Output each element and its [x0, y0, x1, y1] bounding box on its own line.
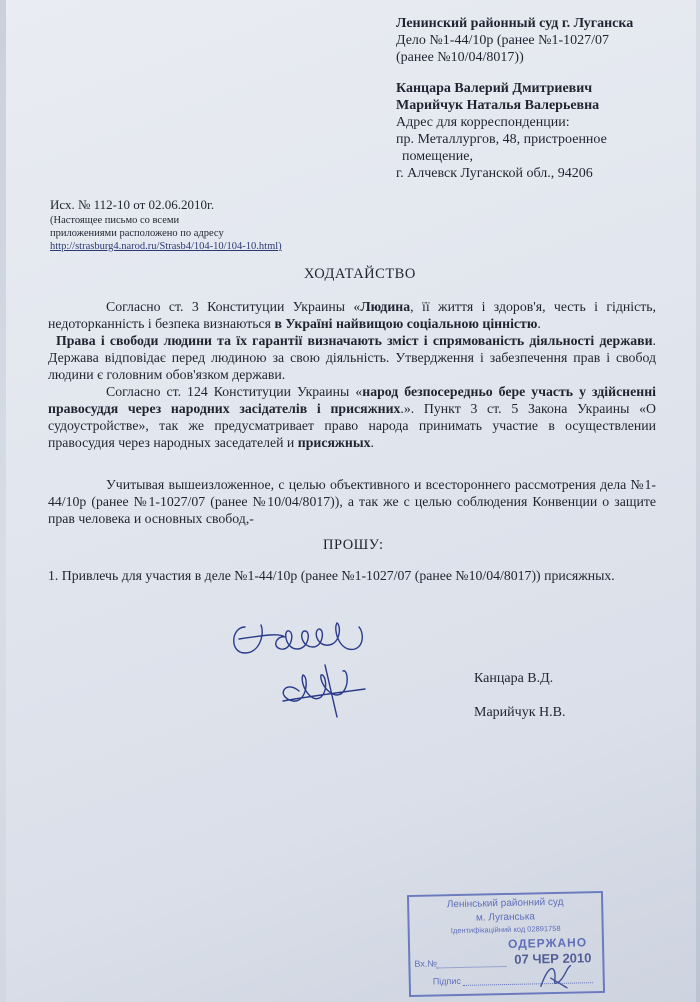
sender-name-1: Канцара Валерий Дмитриевич — [396, 81, 593, 96]
stamp-id-code: Ідентифікаційний код 02891758 — [450, 923, 561, 936]
request-title: ПРОШУ: — [323, 537, 384, 553]
stamp-in-number-label: Вх.№ — [414, 958, 438, 969]
case-number-line1: Дело №1-44/10р (ранее №1-1027/07 — [396, 33, 610, 48]
stamp-court-name: Ленінський районний суд — [446, 896, 564, 911]
reference-note-line2: приложениями расположено по адресу — [50, 228, 224, 239]
address-line-1: пр. Металлургов, 48, пристроенное — [396, 132, 607, 147]
address-line-3: г. Алчевск Луганской обл., 94206 — [396, 166, 593, 181]
document-body — [48, 298, 656, 527]
stamp-date: 07 ЧЕР 2010 — [514, 950, 592, 967]
paragraph-2: Права і свободи людини та їх гарантії визначають зміст і спрямованість діяльності держави. Держава відповідає перед людиною за свою діяльність. Утвердження і забезпечення прав і свобод людини є головним обов'язком держави. — [48, 333, 656, 382]
reference-url-link[interactable]: http://strasburg4.narod.ru/Strasb4/104-10/104-10.html) — [50, 241, 282, 252]
stamp-signature-label: Підпис — [432, 975, 461, 987]
reference-note-line1: (Настоящее письмо со всеми — [50, 215, 180, 226]
paragraph-4: Учитывая вышеизложенное, с целью объективного и всестороннего рассмотрения дела №1-44/10р (ранее №1-1027/07 (ранее №10/04/8017)), а так же с целью соблюдения Конвенции о защите прав человека и основных свобод,- — [48, 477, 656, 526]
handwritten-signatures — [225, 605, 385, 725]
recipient-court: Ленинский районный суд г. Луганска — [396, 16, 634, 31]
address-label: Адрес для корреспонденции: — [396, 115, 570, 130]
case-number-line2: (ранее №10/04/8017)) — [396, 50, 524, 65]
document-title: ХОДАТАЙСТВО — [304, 266, 416, 282]
address-line-2: помещение, — [402, 149, 473, 164]
paragraph-3: Согласно ст. 124 Конституции Украины «народ безпосередньо бере участь у здійсненні правосуддя через народних засідателів і присяжних.». Пункт 3 ст. 5 Закона Украины «О судоустройстве», так же предусматривает право народа принимать участие в осуществлении правосудия через народных заседателей и присяжных. — [48, 384, 656, 450]
request-item-1: 1. Привлечь для участия в деле №1-44/10р (ранее №1-1027/07 (ранее №10/04/8017)) присяжных. — [48, 568, 615, 583]
signatory-name-1: Канцара В.Д. — [474, 671, 554, 686]
stamp-city: м. Луганська — [475, 911, 536, 924]
court-receipt-stamp — [407, 891, 605, 997]
paragraph-1: Согласно ст. 3 Конституции Украины «Людина, її життя і здоров'я, честь і гідність, недоторканність і безпека визнаються в Україні найвищою соціальною цінністю. — [48, 299, 656, 331]
stamp-number-line — [436, 966, 506, 968]
sender-name-2: Марийчук Наталья Валерьевна — [396, 98, 600, 113]
outgoing-number: Исх. № 112-10 от 02.06.2010г. — [50, 197, 215, 212]
stamp-received-label: ОДЕРЖАНО — [507, 935, 588, 951]
stamp-clerk-signature — [536, 960, 577, 991]
signatory-name-2: Марийчук Н.В. — [474, 705, 566, 720]
